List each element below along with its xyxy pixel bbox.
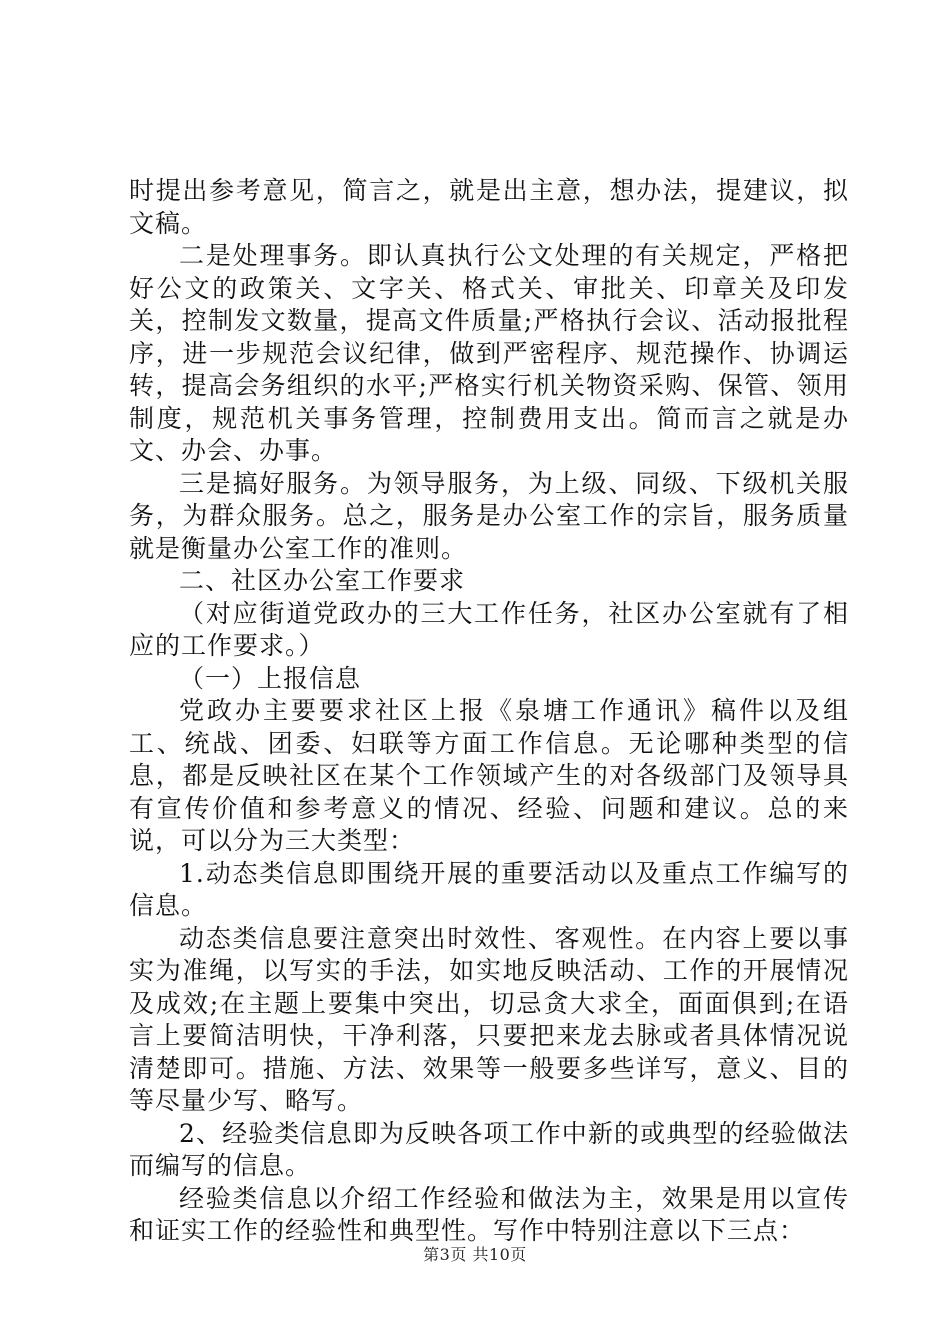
paragraph-handle-affairs: 二是处理事务。即认真执行公文处理的有关规定，严格把好公文的政策关、文字关、格式关、审批关、印章关及印发关，控制发文数量，提高文件质量;严格执行会议、活动报批程序，进一步规范会议纪律，做到严密程序、规范操作、协调运转，提高会务组织的水平;严格实行机关物资采购、保管、领用制度，规范机关事务管理，控制费用支出。简而言之就是办文、办会、办事。 [129, 241, 849, 465]
paragraph-requirements-note: （对应街道党政办的三大工作任务，社区办公室就有了相应的工作要求。） [129, 598, 849, 660]
document-body [129, 175, 849, 1248]
section-heading-requirements: 二、社区办公室工作要求 [179, 566, 466, 595]
page-number-footer: 第3页 共10页 [423, 1245, 527, 1264]
subsection-heading-report-info: （一）上报信息 [179, 663, 362, 693]
paragraph-provide-service: 三是搞好服务。为领导服务，为上级、同级、下级机关服务，为群众服务。总之，服务是办公室工作的宗旨，服务质量就是衡量办公室工作的准则。 [129, 468, 849, 563]
paragraph-report-info: 党政办主要要求社区上报《泉塘工作通讯》稿件以及组工、统战、团委、妇联等方面工作信息。无论哪种类型的信息，都是反映社区在某个工作领域产生的对各级部门及领导具有宣传价值和参考意义的情况、经验、问题和建议。总的来说，可以分为三大类型： [129, 696, 849, 855]
paragraph-dynamic-info-title: 1.动态类信息即围绕开展的重要活动以及重点工作编写的信息。 [129, 858, 849, 920]
paragraph-experience-info-body: 经验类信息以介绍工作经验和做法为主，效果是用以宣传和证实工作的经验性和典型性。写作中特别注意以下三点： [129, 1183, 849, 1245]
paragraph-dynamic-info-body: 动态类信息要注意突出时效性、客观性。在内容上要以事实为准绳，以写实的手法，如实地反映活动、工作的开展情况及成效;在主题上要集中突出，切忌贪大求全，面面俱到;在语言上要简洁明快，干净利落，只要把来龙去脉或者具体情况说清楚即可。措施、方法、效果等一般要多些详写，意义、目的等尽量少写、略写。 [129, 923, 849, 1115]
paragraph-experience-info-title: 2、经验类信息即为反映各项工作中新的或典型的经验做法而编写的信息。 [129, 1118, 849, 1180]
paragraph-continuation: 时提出参考意见，简言之，就是出主意，想办法，提建议，拟文稿。 [129, 176, 849, 238]
